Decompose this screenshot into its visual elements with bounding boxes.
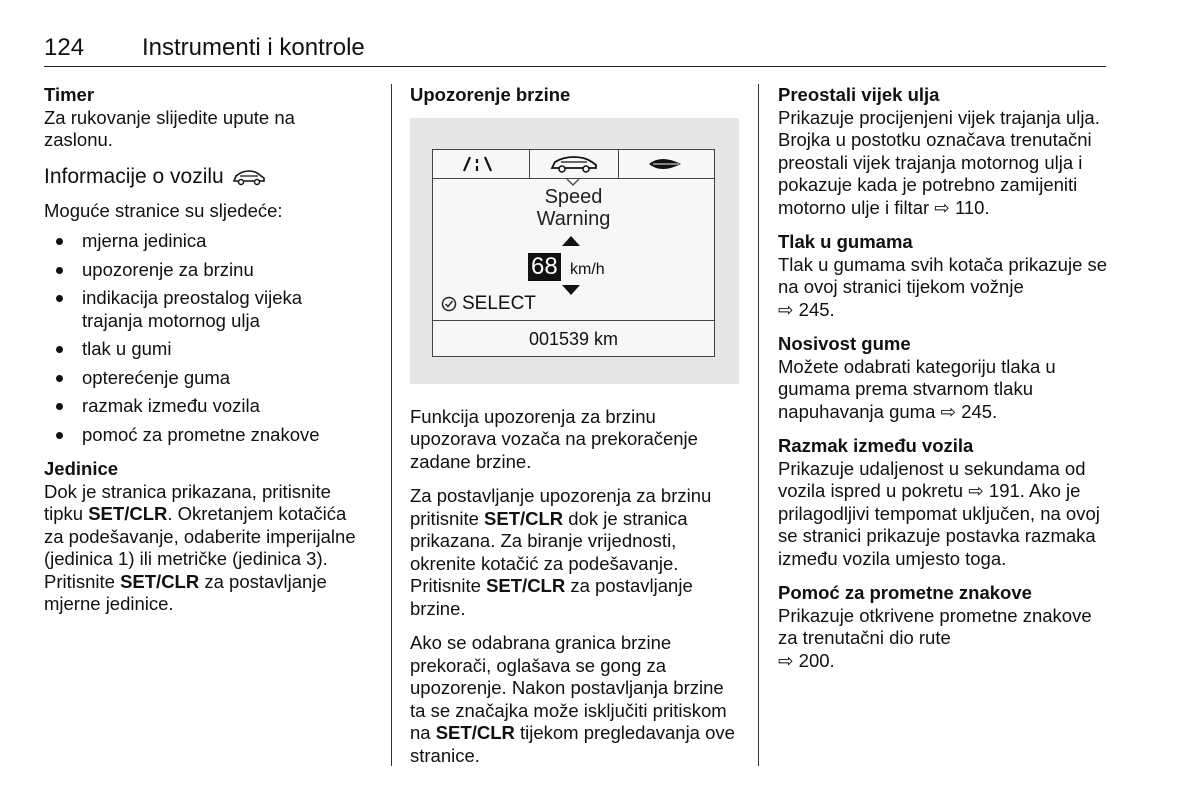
- timer-heading: Timer: [44, 84, 95, 105]
- page-ref-icon: ⇨: [940, 400, 957, 422]
- speed-warning-p3: Ako se odabrana granica brzine prekorači, oglašava se gong za upozorenje. Nakon postavljanja brzine ta se značajka može isključiti pritiskom na SET/CLR tijekom pregledavanja ove stranice.: [410, 632, 735, 766]
- chevron-down-icon: [566, 179, 580, 186]
- chapter-title: Instrumenti i kontrole: [142, 34, 365, 61]
- vehicle-info-heading: [44, 164, 364, 190]
- distance-section: [778, 435, 1108, 570]
- sign-section: [778, 582, 1108, 672]
- distance-heading: Razmak između vozila: [778, 435, 974, 456]
- list-item: mjerna jedinica: [44, 230, 364, 253]
- oil-text: Prikazuje procijenjeni vijek trajanja ulja. Brojka u postotku označava trenutačni preostali vijek trajanja motornog ulja i pokazuje kada je potrebno zamijeniti motorno ulje i filtar ⇨ 110.: [778, 106, 1100, 218]
- list-item: pomoć za prometne znakove: [44, 424, 364, 447]
- list-item: tlak u gumi: [44, 338, 364, 361]
- timer-section: [44, 84, 364, 152]
- units-text: Dok je stranica prikazana, pritisnite tipku SET/CLR. Okretanjem kotačića za podešavanje, odaberite imperijalne (jedinica 1) ili metričke (jedinica 3). Pritisnite SET/CLR za postavljanje mjerne jedinice.: [44, 480, 356, 614]
- select-label: SELECT: [441, 293, 536, 316]
- column-1: [44, 84, 364, 616]
- sign-text: Prikazuje otkrivene prometne znakove za trenutačni dio rute ⇨ 200.: [778, 604, 1092, 671]
- instrument-display: [432, 149, 715, 357]
- load-heading: Nosivost gume: [778, 333, 911, 354]
- timer-text: Za rukovanje slijedite upute na zaslonu.: [44, 106, 295, 150]
- list-item: razmak između vozila: [44, 395, 364, 418]
- units-heading: Jedinice: [44, 458, 119, 479]
- arrow-up-icon: [562, 236, 580, 246]
- page-ref-icon: ⇨: [778, 649, 794, 671]
- pages-list: [44, 230, 364, 446]
- tab-eco: [625, 150, 705, 178]
- tab-road: [443, 150, 523, 178]
- car-icon: [549, 155, 599, 173]
- page-header: [44, 34, 1106, 67]
- page-ref-icon: ⇨: [934, 196, 950, 218]
- pages-intro: Moguće stranice su sljedeće:: [44, 199, 283, 221]
- speed-warning-p2: Za postavljanje upozorenja za brzinu pritisnite SET/CLR dok je stranica prikazana. Za biranje vrijednosti, okrenite kotačić za podešavanje. Pritisnite SET/CLR za postavljanje brzine.: [410, 485, 712, 619]
- sign-heading: Pomoć za prometne znakove: [778, 582, 1032, 603]
- speed-warning-p1: Funkcija upozorenja za brzinu upozorava vozača na prekoračenje zadane brzine.: [410, 405, 698, 472]
- arrow-down-icon: [562, 285, 580, 295]
- column-3: [778, 84, 1108, 684]
- tyre-heading: Tlak u gumama: [778, 231, 913, 252]
- odometer: 001539 km: [528, 328, 619, 349]
- display-figure: [410, 118, 739, 384]
- tab-vehicle: [529, 149, 619, 179]
- tyre-section: [778, 231, 1108, 321]
- leaf-icon: [645, 156, 685, 172]
- load-text: Možete odabrati kategoriju tlaka u gumama prema stvarnom tlaku napuhavanja guma ⇨ 245.: [778, 355, 1056, 422]
- column-2: [410, 84, 740, 779]
- list-item: indikacija preostalog vijeka trajanja motornog ulja: [44, 287, 364, 332]
- speed-warning-heading: Upozorenje brzine: [410, 84, 571, 105]
- oil-section: [778, 84, 1108, 219]
- display-line-1: Speed: [544, 185, 603, 208]
- display-tabs: [433, 150, 714, 179]
- car-icon: [232, 168, 266, 186]
- speed-unit: km/h: [570, 260, 605, 278]
- road-icon: [460, 156, 506, 172]
- page-ref-icon: ⇨: [778, 298, 794, 320]
- page-number: 124: [44, 34, 85, 61]
- column-divider-2: [758, 84, 759, 766]
- vehicle-info-title: Informacije o vozilu: [44, 164, 224, 188]
- page-ref-icon: ⇨: [968, 480, 984, 501]
- distance-text: Prikazuje udaljenost u sekundama od vozila ispred u pokretu ⇨ 191. Ako je prilagodljivi tempomat uključen, na ovoj se stranici prikazuje postavka razmaka između vozila umjesto toga.: [778, 457, 1100, 569]
- column-divider-1: [391, 84, 392, 766]
- display-line-2: Warning: [536, 207, 611, 230]
- check-circle-icon: [441, 296, 457, 312]
- tyre-text: Tlak u gumama svih kotača prikazuje se na ovoj stranici tijekom vožnje ⇨ 245.: [778, 253, 1108, 320]
- oil-heading: Preostali vijek ulja: [778, 84, 940, 105]
- speed-value: 68: [528, 253, 561, 281]
- display-divider: [433, 320, 714, 322]
- list-item: opterećenje guma: [44, 367, 364, 390]
- load-section: [778, 333, 1108, 423]
- list-item: upozorenje za brzinu: [44, 259, 364, 282]
